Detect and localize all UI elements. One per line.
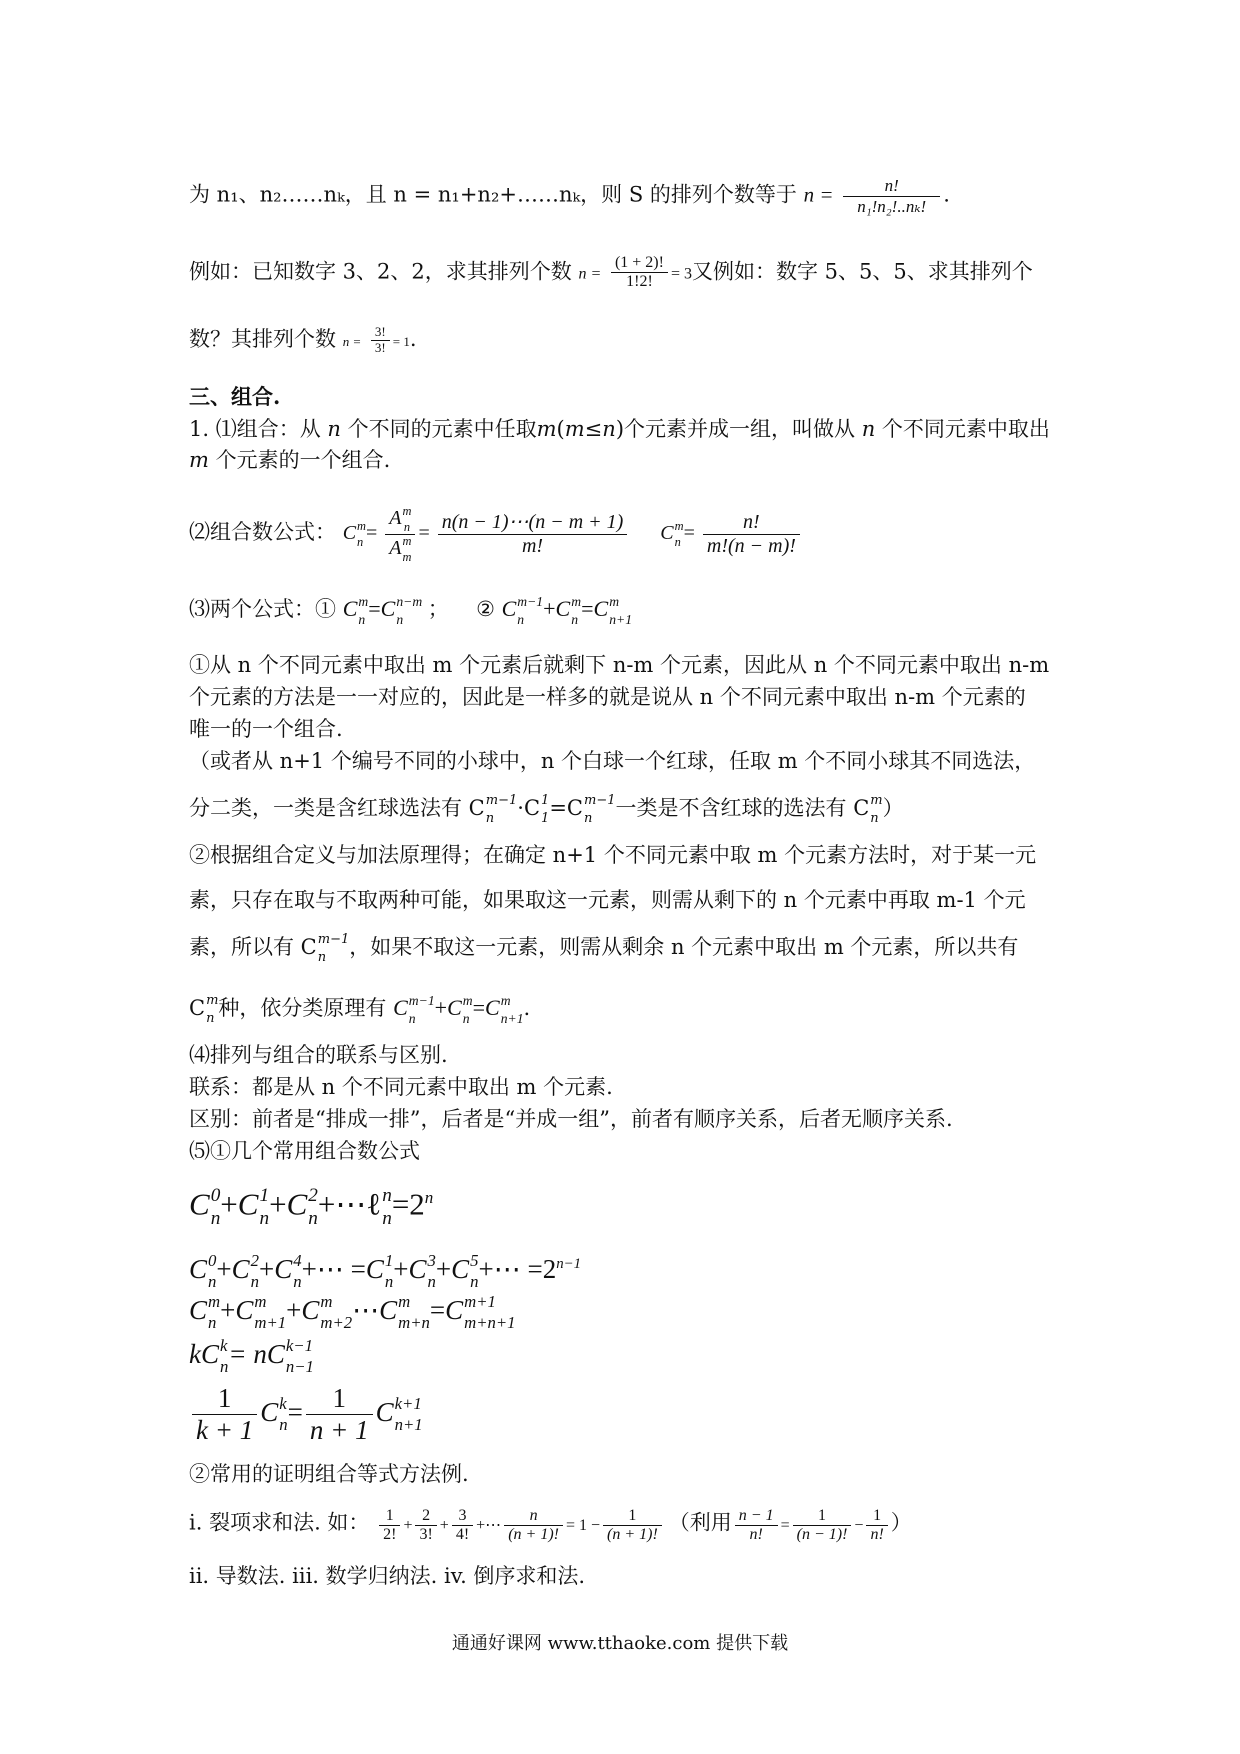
paragraph-line: （或者从 n+1 个编号不同的小球中，n 个白球一个红球，任取 m 个不同小球其不同选法， bbox=[189, 749, 1036, 773]
fraction: $\frac{n!}{m!(n - m)!}$ bbox=[703, 511, 800, 558]
identity-3: C m n +C m m+1 +C m m+2 ⋯C m m+n =C m+1 m+n+1 bbox=[189, 1292, 516, 1332]
identity-5: $\frac{1}{k + 1}$ C k n = $\frac{1}{n + 1}$ C k+1 n+1 bbox=[189, 1383, 1059, 1446]
method-line: i. 裂项求和法. 如： $\frac{1}{2!}$ + $\frac{2}{3!}$ + $\frac{3}{4!}$ +⋯ $\frac{n}{(n + 1)!}$ = 1 − $\frac{1}{(n + 1)!}$ （利用 $\frac{n - 1}{n!}$ = $\frac{1}{(n - 1)!}$ − $\frac{1}{n!}$ ） bbox=[189, 1507, 912, 1544]
text-line: 数？其排列个数 n = $\frac{3!}{3!}$ = 1. bbox=[189, 324, 417, 355]
identity-4: kC k n = nC k−1 n−1 bbox=[189, 1336, 314, 1376]
fraction: $\frac{3}{4!}$ bbox=[452, 1507, 473, 1545]
formula-lhs: n = bbox=[803, 182, 834, 207]
fraction: $\frac{n}{(n + 1)!}$ bbox=[504, 1507, 563, 1545]
paragraph-line: 联系：都是从 n 个不同元素中取出 m 个元素. bbox=[189, 1075, 613, 1099]
definition-line: 1. ⑴组合：从 n 个不同的元素中任取m(m≤n)个元素并成一组，叫做从 n 个不同元素中取出 bbox=[189, 417, 1050, 441]
paragraph-line: ②根据组合定义与加法原理得；在确定 n+1 个不同元素中取 m 个元素方法时，对于某一元 bbox=[189, 843, 1037, 867]
paragraph-line: ②常用的证明组合等式方法例. bbox=[189, 1462, 469, 1486]
paragraph-line: ⑷排列与组合的联系与区别. bbox=[189, 1043, 448, 1067]
section-title: 三、组合. bbox=[189, 384, 281, 409]
fraction: A m n A m m bbox=[385, 505, 415, 564]
fraction: $\frac{(1 + 2)!}{1!2!}$ bbox=[611, 254, 668, 292]
paragraph-line: 素，所以有 C m−1 n ，如果不取这一元素，则需从剩余 n 个元素中取出 m 个元素，所以共有 bbox=[189, 932, 1019, 965]
paragraph-line: 区别：前者是“排成一排”，后者是“并成一组”，前者有顺序关系，后者无顺序关系. bbox=[189, 1107, 953, 1131]
footer-text: 通通好课网 www.tthaoke.com 提供下载 bbox=[451, 1633, 789, 1654]
fraction: $\frac{n(n - 1)\cdots(n - m + 1)}{m!}$ bbox=[438, 511, 628, 558]
two-formulas-line: ⑶两个公式：① C m n =C n−m n ； ② C m−1 n +C m n =C m n+1 bbox=[189, 594, 633, 627]
fraction: $\frac{1}{n!}$ bbox=[866, 1507, 887, 1545]
paragraph-line: ⑸①几个常用组合数公式 bbox=[189, 1139, 420, 1163]
combination-formula: ⑵组合数公式： C m n = A m n A m m = $\frac{n(n - 1)\cdots(n - m + 1)}{m!}$ C m n = $\frac{n!}{m!(n - m)!}$ bbox=[189, 505, 1059, 564]
fraction: $\frac{1}{(n + 1)!}$ bbox=[603, 1507, 662, 1545]
methods-line: ii. 导数法. iii. 数学归纳法. iv. 倒序求和法. bbox=[189, 1564, 586, 1588]
fraction: $\frac{n - 1}{n!}$ bbox=[735, 1507, 778, 1545]
fraction: $\frac{1}{(n - 1)!}$ bbox=[793, 1507, 852, 1545]
fraction: $\frac{1}{k + 1}$ bbox=[192, 1383, 257, 1446]
definition-line: m 个元素的一个组合. bbox=[189, 448, 391, 472]
identity-1: C 0 n +C 1 n +C 2 n +⋯ℓ n n $=2^n$ bbox=[189, 1185, 434, 1230]
fraction: $\frac{2}{3!}$ bbox=[415, 1507, 436, 1545]
fraction: $\frac{3!}{3!}$ bbox=[371, 325, 390, 356]
text-line: 为 n₁、n₂……nₖ，且 n = n₁+n₂+……nₖ，则 S 的排列个数等于 n = $\frac{n!}{\text{n₁!n₂!..nₖ!}}$ . bbox=[189, 176, 950, 216]
paragraph-line: ①从 n 个不同元素中取出 m 个元素后就剩下 n-m 个元素，因此从 n 个不同元素中取出 n-m bbox=[189, 653, 1050, 677]
text-line: 例如：已知数字 3、2、2，求其排列个数 n = $\frac{(1 + 2)!}{1!2!}$ = 3又例如：数字 5、5、5、求其排列个 bbox=[189, 254, 1033, 291]
paragraph-line: 个元素的方法是一一对应的，因此是一样多的就是说从 n 个不同元素中取出 n-m 个元素的 bbox=[189, 685, 1026, 709]
paragraph-line: C m n 种，依分类原理有 C m−1 n +C m n =C m n+1 . bbox=[189, 993, 531, 1026]
paragraph-line: 唯一的一个组合. bbox=[189, 717, 343, 741]
identity-2: C 0 n +C 2 n +C 4 n +⋯ =C 1 n +C 3 n +C 5 n +⋯ $=2^{n-1}$ bbox=[189, 1251, 582, 1291]
fraction: $\frac{n!}{\text{n₁!n₂!..nₖ!}}$ bbox=[843, 176, 940, 216]
fraction: $\frac{1}{2!}$ bbox=[379, 1507, 400, 1545]
paragraph-line: 分二类，一类是含红球选法有 C m−1 n ·C 1 1 =C m−1 n 一类是不含红球的选法有 C m n ） bbox=[189, 793, 904, 826]
paragraph-line: 素，只存在取与不取两种可能，如果取这一元素，则需从剩下的 n 个元素中再取 m-1 个元 bbox=[189, 888, 1026, 912]
fraction: $\frac{1}{n + 1}$ bbox=[306, 1383, 373, 1446]
